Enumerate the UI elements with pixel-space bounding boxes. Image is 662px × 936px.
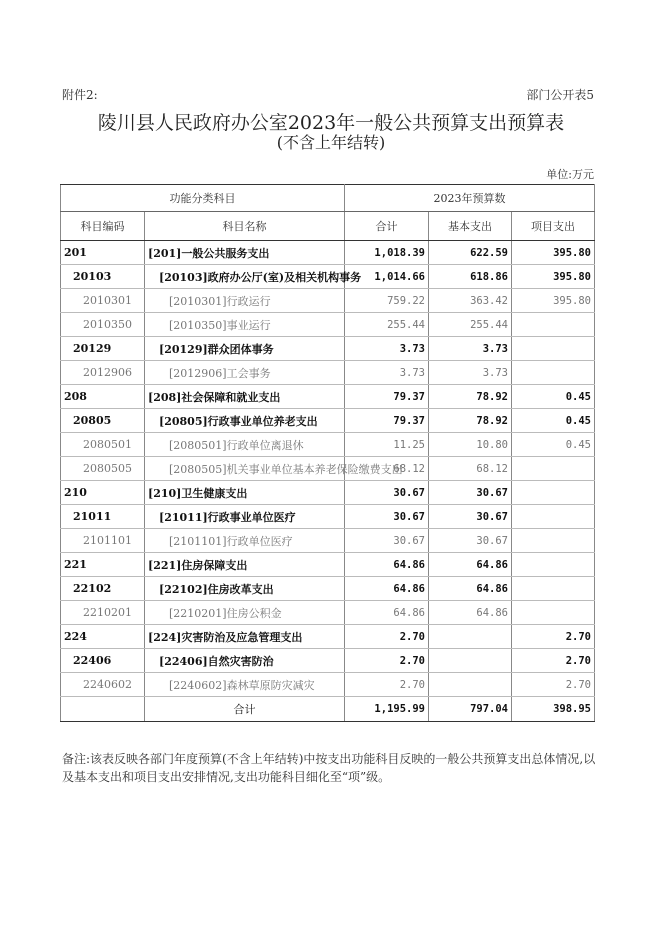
row-project	[512, 361, 595, 385]
column-header-total: 合计	[345, 212, 429, 241]
total-amount: 1,195.99	[345, 697, 429, 722]
table-row	[61, 385, 595, 409]
row-total: 64.86	[345, 553, 429, 577]
row-basic: 64.86	[429, 601, 512, 625]
page-title: 陵川县人民政府办公室2023年一般公共预算支出预算表	[97, 112, 565, 134]
row-code: 2080505	[61, 457, 145, 481]
row-total: 3.73	[345, 337, 429, 361]
row-project	[512, 313, 595, 337]
row-code: 2010301	[61, 289, 145, 313]
row-project	[512, 577, 595, 601]
table-row	[61, 481, 595, 505]
table-row	[61, 289, 595, 313]
row-name: [208]社会保障和就业支出	[145, 385, 345, 409]
row-basic: 10.80	[429, 433, 512, 457]
row-project: 395.80	[512, 265, 595, 289]
row-project	[512, 505, 595, 529]
row-name: [2012906]工会事务	[145, 361, 345, 385]
total-row	[61, 697, 595, 722]
row-project: 395.80	[512, 241, 595, 265]
table-row	[61, 337, 595, 361]
row-code: 210	[61, 481, 145, 505]
table-row	[61, 433, 595, 457]
row-basic: 30.67	[429, 505, 512, 529]
row-code: 208	[61, 385, 145, 409]
table-row	[61, 265, 595, 289]
column-header-basic: 基本支出	[429, 212, 512, 241]
row-name: [221]住房保障支出	[145, 553, 345, 577]
total-project: 398.95	[512, 697, 595, 722]
budget-table	[60, 184, 595, 722]
row-basic	[429, 649, 512, 673]
row-total: 2.70	[345, 673, 429, 697]
row-code: 221	[61, 553, 145, 577]
row-basic: 3.73	[429, 361, 512, 385]
row-name: [2010350]事业运行	[145, 313, 345, 337]
table-row	[61, 553, 595, 577]
unit-label: 单位:万元	[546, 168, 594, 181]
row-basic: 64.86	[429, 577, 512, 601]
table-row	[61, 673, 595, 697]
row-name: [2080501]行政单位离退休	[145, 433, 345, 457]
row-code: 2010350	[61, 313, 145, 337]
row-code: 2240602	[61, 673, 145, 697]
row-code: 20103	[61, 265, 145, 289]
group-header-function: 功能分类科目	[61, 185, 345, 212]
table-row	[61, 649, 595, 673]
row-total: 2.70	[345, 625, 429, 649]
table-row	[61, 313, 595, 337]
table-row	[61, 529, 595, 553]
row-project	[512, 529, 595, 553]
page-subtitle: (不含上年结转)	[276, 133, 386, 152]
row-code: 2101101	[61, 529, 145, 553]
table-row	[61, 577, 595, 601]
row-project	[512, 337, 595, 361]
footnote: 备注:该表反映各部门年度预算(不含上年结转)中按支出功能科目反映的一般公共预算支出总体情况,以及基本支出和项目支出安排情况,支出功能科目细化至“项”级。	[62, 752, 596, 784]
table-row	[61, 409, 595, 433]
row-total: 2.70	[345, 649, 429, 673]
total-code-cell	[61, 697, 145, 722]
row-code: 22406	[61, 649, 145, 673]
table-row	[61, 241, 595, 265]
row-name: [2240602]森林草原防灾减灾	[145, 673, 345, 697]
row-name: [2101101]行政单位医疗	[145, 529, 345, 553]
row-total: 79.37	[345, 385, 429, 409]
table-row	[61, 505, 595, 529]
row-basic	[429, 625, 512, 649]
row-project: 0.45	[512, 385, 595, 409]
table-row	[61, 457, 595, 481]
row-basic: 3.73	[429, 337, 512, 361]
row-project: 2.70	[512, 625, 595, 649]
row-basic: 30.67	[429, 481, 512, 505]
row-basic: 622.59	[429, 241, 512, 265]
row-project: 2.70	[512, 649, 595, 673]
row-project	[512, 457, 595, 481]
row-total: 79.37	[345, 409, 429, 433]
row-name: [20103]政府办公厅(室)及相关机构事务	[145, 265, 345, 289]
row-project	[512, 553, 595, 577]
row-basic: 78.92	[429, 385, 512, 409]
group-header-budget: 2023年预算数	[345, 185, 595, 212]
row-name: [224]灾害防治及应急管理支出	[145, 625, 345, 649]
row-code: 2012906	[61, 361, 145, 385]
row-total: 30.67	[345, 481, 429, 505]
total-basic: 797.04	[429, 697, 512, 722]
row-name: [20129]群众团体事务	[145, 337, 345, 361]
row-total: 64.86	[345, 577, 429, 601]
table-body	[61, 241, 595, 697]
row-project: 2.70	[512, 673, 595, 697]
row-name: [2010301]行政运行	[145, 289, 345, 313]
row-total: 68.12	[345, 457, 429, 481]
row-code: 22102	[61, 577, 145, 601]
column-header-project: 项目支出	[512, 212, 595, 241]
row-total: 1,018.39	[345, 241, 429, 265]
row-name: [201]一般公共服务支出	[145, 241, 345, 265]
row-name: [22406]自然灾害防治	[145, 649, 345, 673]
row-basic: 618.86	[429, 265, 512, 289]
row-basic: 363.42	[429, 289, 512, 313]
row-basic	[429, 673, 512, 697]
row-name: [22102]住房改革支出	[145, 577, 345, 601]
row-name: [210]卫生健康支出	[145, 481, 345, 505]
total-label: 合计	[145, 697, 345, 722]
row-total: 255.44	[345, 313, 429, 337]
row-basic: 78.92	[429, 409, 512, 433]
row-total: 11.25	[345, 433, 429, 457]
attachment-label: 附件2:	[62, 88, 98, 102]
row-name: [2080505]机关事业单位基本养老保险缴费支出	[145, 457, 345, 481]
column-header-name: 科目名称	[145, 212, 345, 241]
row-total: 30.67	[345, 505, 429, 529]
table-row	[61, 361, 595, 385]
row-name: [2210201]住房公积金	[145, 601, 345, 625]
row-project: 395.80	[512, 289, 595, 313]
row-total: 759.22	[345, 289, 429, 313]
row-name: [21011]行政事业单位医疗	[145, 505, 345, 529]
table-row	[61, 625, 595, 649]
row-basic: 255.44	[429, 313, 512, 337]
row-code: 20129	[61, 337, 145, 361]
row-code: 2080501	[61, 433, 145, 457]
row-basic: 30.67	[429, 529, 512, 553]
row-code: 21011	[61, 505, 145, 529]
row-code: 224	[61, 625, 145, 649]
row-code: 201	[61, 241, 145, 265]
row-code: 20805	[61, 409, 145, 433]
row-name: [20805]行政事业单位养老支出	[145, 409, 345, 433]
row-total: 64.86	[345, 601, 429, 625]
row-total: 30.67	[345, 529, 429, 553]
row-project	[512, 481, 595, 505]
row-project	[512, 601, 595, 625]
row-project: 0.45	[512, 409, 595, 433]
row-project: 0.45	[512, 433, 595, 457]
table-row	[61, 601, 595, 625]
row-total: 1,014.66	[345, 265, 429, 289]
table-number: 部门公开表5	[526, 88, 594, 102]
row-basic: 64.86	[429, 553, 512, 577]
row-basic: 68.12	[429, 457, 512, 481]
row-total: 3.73	[345, 361, 429, 385]
column-header-code: 科目编码	[61, 212, 145, 241]
row-code: 2210201	[61, 601, 145, 625]
